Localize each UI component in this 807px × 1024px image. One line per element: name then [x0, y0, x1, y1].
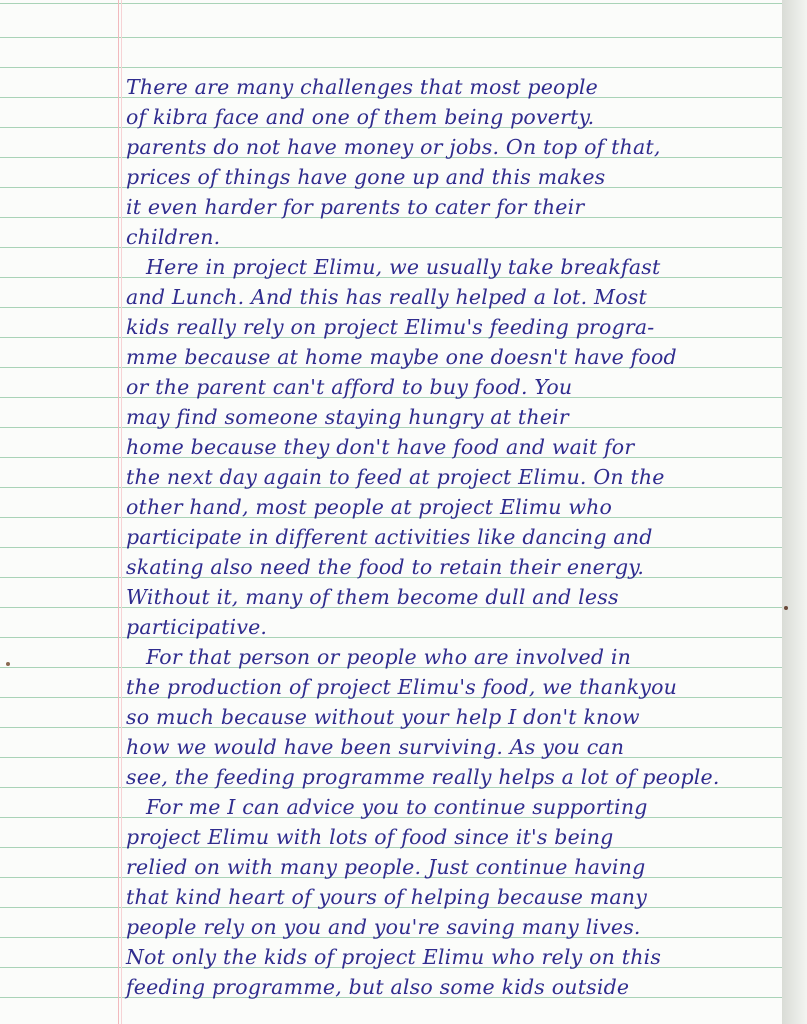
letter-line: how we would have been surviving. As you can: [126, 735, 625, 759]
letter-line: project Elimu with lots of food since it's being: [126, 825, 614, 849]
letter-line: participative.: [126, 615, 268, 639]
letter-line: participate in different activities like dancing and: [126, 525, 653, 549]
letter-line: see, the feeding programme really helps a lot of people.: [126, 765, 720, 789]
ink-speck: [784, 606, 788, 610]
letter-line: the production of project Elimu's food, we thankyou: [126, 675, 678, 699]
letter-line: Without it, many of them become dull and less: [126, 585, 619, 609]
letter-line: that kind heart of yours of helping because many: [126, 885, 647, 909]
letter-line: Not only the kids of project Elimu who rely on this: [126, 945, 662, 969]
letter-line: For me I can advice you to continue supporting: [146, 795, 648, 819]
letter-line: or the parent can't afford to buy food. You: [126, 375, 573, 399]
page-edge: [782, 0, 807, 1024]
ink-speck: [6, 662, 10, 666]
margin-line: [118, 0, 119, 1024]
letter-line: the next day again to feed at project Elimu. On the: [126, 465, 665, 489]
margin-line-secondary: [121, 0, 122, 1024]
letter-line: so much because without your help I don't know: [126, 705, 640, 729]
letter-line: Here in project Elimu, we usually take breakfast: [146, 255, 661, 279]
letter-line: other hand, most people at project Elimu who: [126, 495, 613, 519]
letter-line: people rely on you and you're saving many lives.: [126, 915, 641, 939]
letter-line: it even harder for parents to cater for their: [126, 195, 585, 219]
letter-line: mme because at home maybe one doesn't have food: [126, 345, 677, 369]
letter-line: home because they don't have food and wait for: [126, 435, 635, 459]
letter-line: There are many challenges that most people: [126, 75, 599, 99]
letter-line: prices of things have gone up and this makes: [126, 165, 606, 189]
letter-line: relied on with many people. Just continue having: [126, 855, 646, 879]
letter-line: and Lunch. And this has really helped a lot. Most: [126, 285, 647, 309]
letter-line: feeding programme, but also some kids outside: [126, 975, 630, 999]
letter-line: skating also need the food to retain their energy.: [126, 555, 645, 579]
letter-line: children.: [126, 225, 221, 249]
letter-line: kids really rely on project Elimu's feeding progra-: [126, 315, 655, 339]
letter-line: parents do not have money or jobs. On top of that,: [126, 135, 661, 159]
letter-line: For that person or people who are involved in: [146, 645, 632, 669]
letter-line: of kibra face and one of them being poverty.: [126, 105, 595, 129]
handwritten-letter: [126, 72, 776, 1002]
letter-line: may find someone staying hungry at their: [126, 405, 569, 429]
